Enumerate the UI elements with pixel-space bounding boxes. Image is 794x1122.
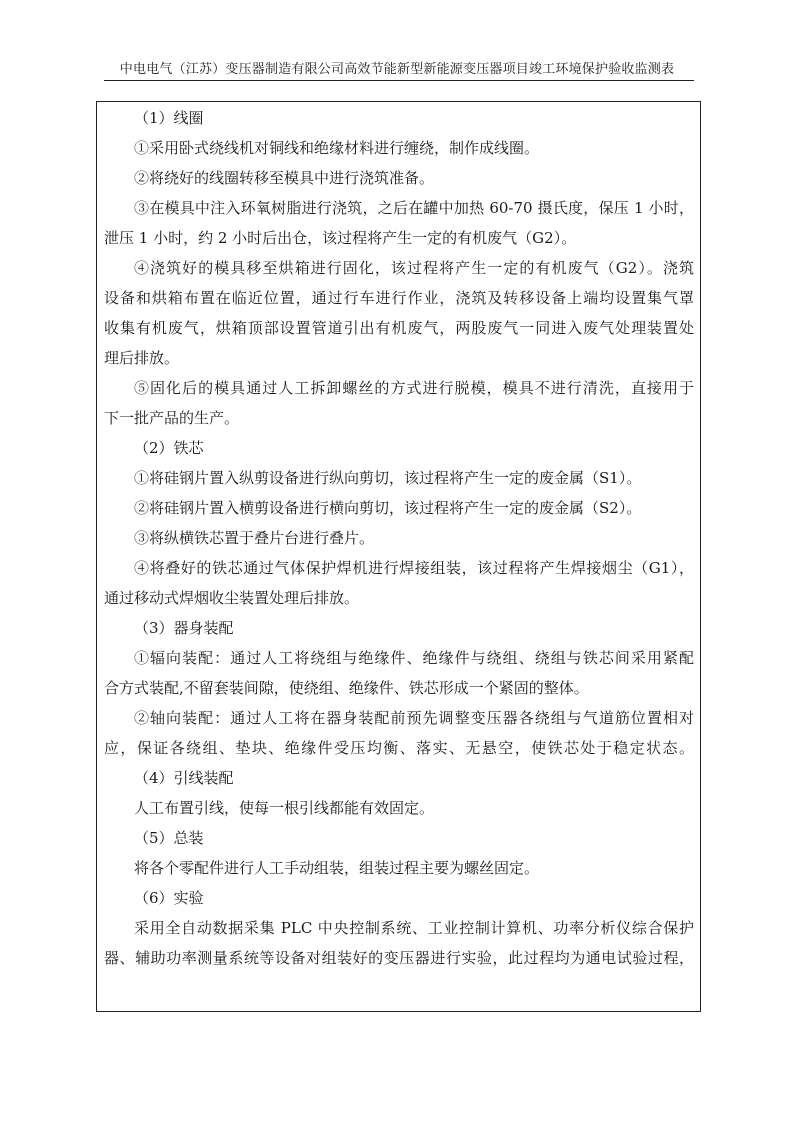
text-line: 理后排放。: [104, 349, 180, 367]
text-line: ⑤固化后的模具通过人工拆卸螺丝的方式进行脱模，模具不进行清洗，直接用于: [134, 379, 694, 397]
text-line: ①辐向装配：通过人工将绕组与绝缘件、绝缘件与绕组、绕组与铁芯间采用紧配: [134, 649, 694, 667]
document-body: [104, 103, 694, 973]
text-line: ④浇筑好的模具移至烘箱进行固化，该过程将产生一定的有机废气（G2）。浇筑: [134, 259, 694, 277]
text-line: 器、辅助功率测量系统等设备对组装好的变压器进行实验，此过程均为通电试验过程，: [104, 949, 694, 967]
text-line: （3）器身装配: [134, 619, 234, 637]
header-divider: [104, 80, 694, 81]
text-line: （1）线圈: [134, 109, 204, 127]
text-line: ②轴向装配：通过人工将在器身装配前预先调整变压器各绕组与气道筋位置相对: [134, 709, 694, 727]
text-line: （4）引线装配: [134, 769, 234, 787]
text-line: 将各个零配件进行人工手动组装，组装过程主要为螺丝固定。: [134, 859, 540, 877]
text-line: ②将绕好的线圈转移至模具中进行浇筑准备。: [134, 169, 435, 187]
text-line: ①将硅钢片置入纵剪设备进行纵向剪切，该过程将产生一定的废金属（S1）。: [134, 469, 642, 487]
text-line: 采用全自动数据采集 PLC 中央控制系统、工业控制计算机、功率分析仪综合保护: [134, 919, 694, 937]
text-line: ③将纵横铁芯置于叠片台进行叠片。: [134, 529, 375, 547]
text-line: 合方式装配,不留套装间隙，使绕组、绝缘件、铁芯形成一个紧固的整体。: [104, 679, 589, 697]
page-header-title: 中电电气（江苏）变压器制造有限公司高效节能新型新能源变压器项目竣工环境保护验收监测表: [119, 62, 675, 77]
text-line: 应，保证各绕组、垫块、绝缘件受压均衡、落实、无悬空，使铁芯处于稳定状态。: [104, 739, 694, 757]
text-line: 通过移动式焊烟收尘装置处理后排放。: [104, 589, 360, 607]
text-line: ③在模具中注入环氧树脂进行浇筑，之后在罐中加热 60-70 摄氏度，保压 1 小时，: [134, 199, 694, 217]
text-line: ②将硅钢片置入横剪设备进行横向剪切，该过程将产生一定的废金属（S2）。: [134, 499, 642, 517]
text-line: （6）实验: [134, 889, 204, 907]
text-line: 人工布置引线，使每一根引线都能有效固定。: [134, 799, 435, 817]
text-line: （2）铁芯: [134, 439, 204, 457]
text-line: 泄压 1 小时，约 2 小时后出仓，该过程将产生一定的有机废气（G2）。: [104, 229, 577, 247]
text-line: 设备和烘箱布置在临近位置，通过行车进行作业，浇筑及转移设备上端均设置集气罩: [104, 289, 694, 307]
text-line: 收集有机废气，烘箱顶部设置管道引出有机废气，两股废气一同进入废气处理装置处: [104, 319, 694, 337]
text-line: ①采用卧式绕线机对铜线和绝缘材料进行缠绕，制作成线圈。: [134, 139, 540, 157]
text-line: 下一批产品的生产。: [104, 409, 240, 427]
text-line: ④将叠好的铁芯通过气体保护焊机进行焊接组装，该过程将产生焊接烟尘（G1），: [134, 559, 694, 577]
text-line: （5）总装: [134, 829, 204, 847]
